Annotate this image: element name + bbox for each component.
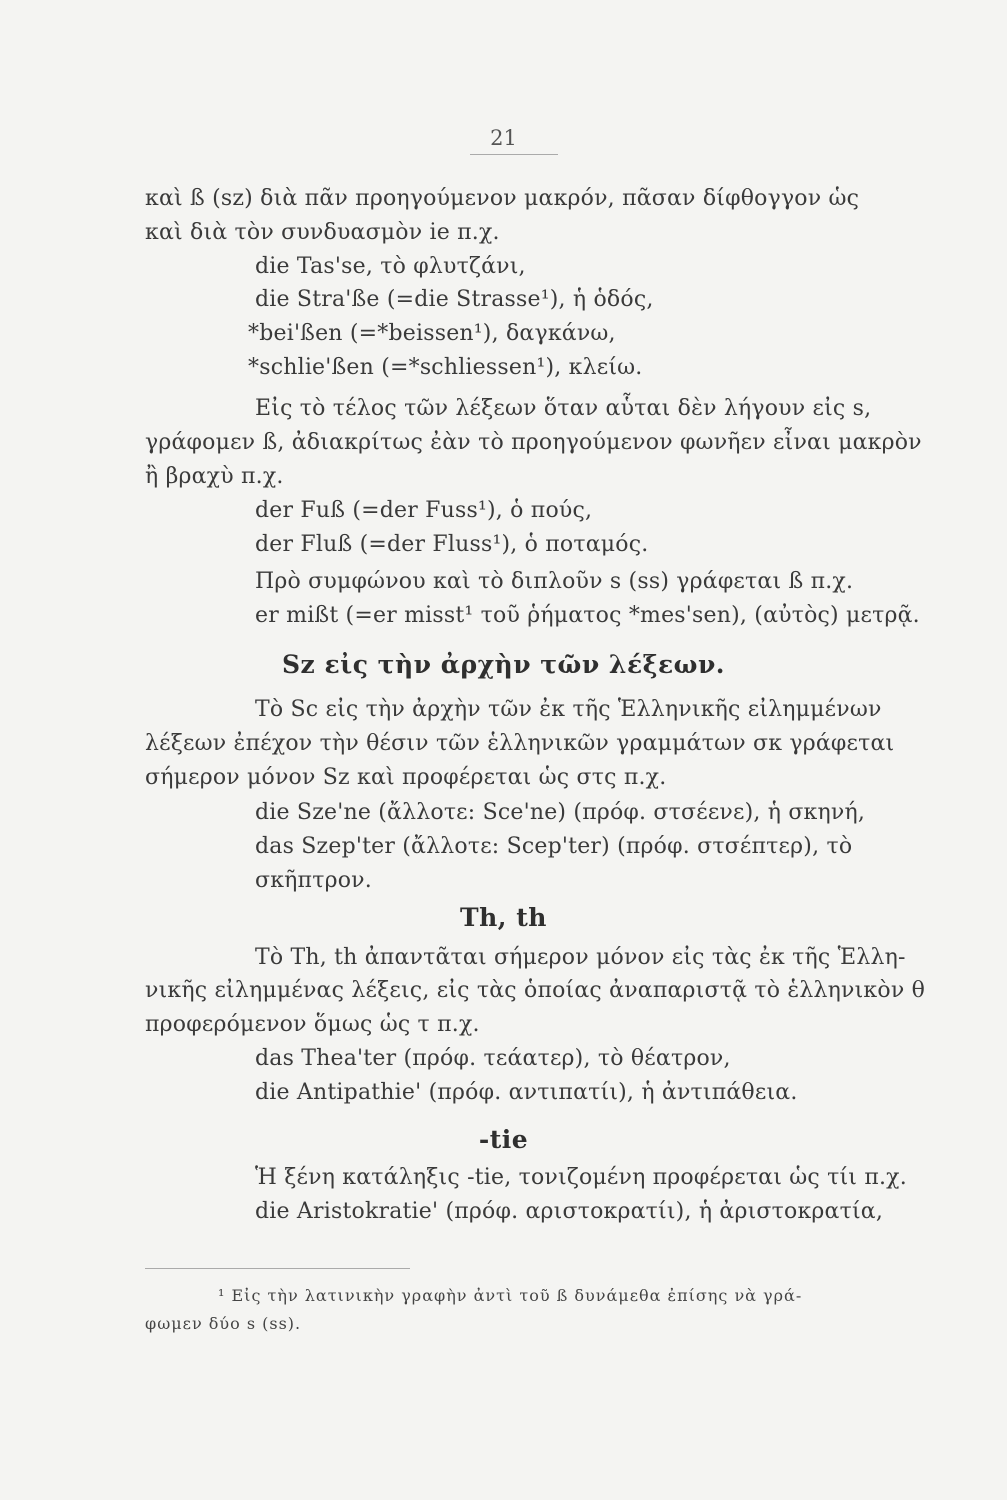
example-line: das Thea'ter (πρόφ. τεάατερ), τὸ θέατρον, [255,1046,731,1071]
text-line: σήμερον μόνον Sz καὶ προφέρεται ὡς στς π.χ. [145,765,667,790]
example-line: die Sze'ne (ἄλλοτε: Sce'ne) (πρόφ. στσέενε), ἡ σκηνή, [255,800,866,825]
text-line: λέξεων ἐπέχον τὴν θέσιν τῶν ἑλληνικῶν γραμμάτων σκ γράφεται [145,731,895,756]
example-line: er mißt (=er misst¹ τοῦ ῥήματος *mes'sen), (αὐτὸς) μετρᾷ. [255,603,920,628]
section-heading: Sz εἰς τὴν ἀρχὴν τῶν λέξεων. [281,650,726,679]
example-line: die Antipathie' (πρόφ. αντιπατίι), ἡ ἀντιπάθεια. [255,1080,798,1105]
example-line: die Tas'se, τὸ φλυτζάνι, [255,254,526,279]
text-line: γράφομεν ß, ἀδιακρίτως ἐὰν τὸ προηγούμενον φωνῆεν εἶναι μακρὸν [145,430,922,455]
section-heading: -tie [478,1125,529,1154]
text-line: προφερόμενον ὅμως ὡς τ π.χ. [145,1012,480,1037]
footnote-line: ¹ Εἰς τὴν λατινικὴν γραφὴν ἀντὶ τοῦ ß δυνάμεθα ἐπίσης νὰ γρά- [218,1286,803,1305]
text-line: Πρὸ συμφώνου καὶ τὸ διπλοῦν s (ss) γράφεται ß π.χ. [255,569,854,594]
example-line: der Fuß (=der Fuss¹), ὁ πούς, [255,498,593,523]
example-line: *schlie'ßen (=*schliessen¹), κλείω. [248,355,643,380]
footnote-rule [145,1268,410,1269]
example-line: σκῆπτρον. [255,868,372,893]
page-number: 21 [490,126,517,150]
text-line: Τὸ Th, th ἀπαντᾶται σήμερον μόνον εἰς τὰς ἐκ τῆς Ἑλλη- [255,945,906,970]
example-line: der Fluß (=der Fluss¹), ὁ ποταμός. [255,532,649,557]
footnote-line: φωμεν δύο s (ss). [145,1314,302,1333]
text-line: νικῆς εἰλημμένας λέξεις, εἰς τὰς ὁποίας ἀναπαριστᾷ τὸ ἑλληνικὸν θ [145,978,926,1003]
example-line: das Szep'ter (ἄλλοτε: Scep'ter) (πρόφ. στσέπτερ), τὸ [255,834,853,859]
text-line: ἢ βραχὺ π.χ. [145,464,284,489]
example-line: die Aristokratie' (πρόφ. αριστοκρατίι), ἡ ἀριστοκρατία, [255,1199,884,1224]
text-line: Εἰς τὸ τέλος τῶν λέξεων ὅταν αὗται δὲν λήγουν εἰς s, [255,396,872,421]
example-line: die Stra'ße (=die Strasse¹), ἡ ὁδός, [255,287,654,312]
page-number-rule [470,154,558,155]
text-line: καὶ ß (sz) διὰ πᾶν προηγούμενον μακρόν, πᾶσαν δίφθογγον ὡς [145,186,860,211]
text-line: καὶ διὰ τὸν συνδυασμὸν ie π.χ. [145,220,500,245]
text-line: Τὸ Sc εἰς τὴν ἀρχὴν τῶν ἐκ τῆς Ἑλληνικῆς εἰλημμένων [255,697,882,722]
text-line: Ἡ ξένη κατάληξις -tie, τονιζομένη προφέρεται ὡς τίι π.χ. [255,1165,907,1190]
example-line: *bei'ßen (=*beissen¹), δαγκάνω, [248,321,616,346]
section-heading: Th, th [460,903,547,932]
